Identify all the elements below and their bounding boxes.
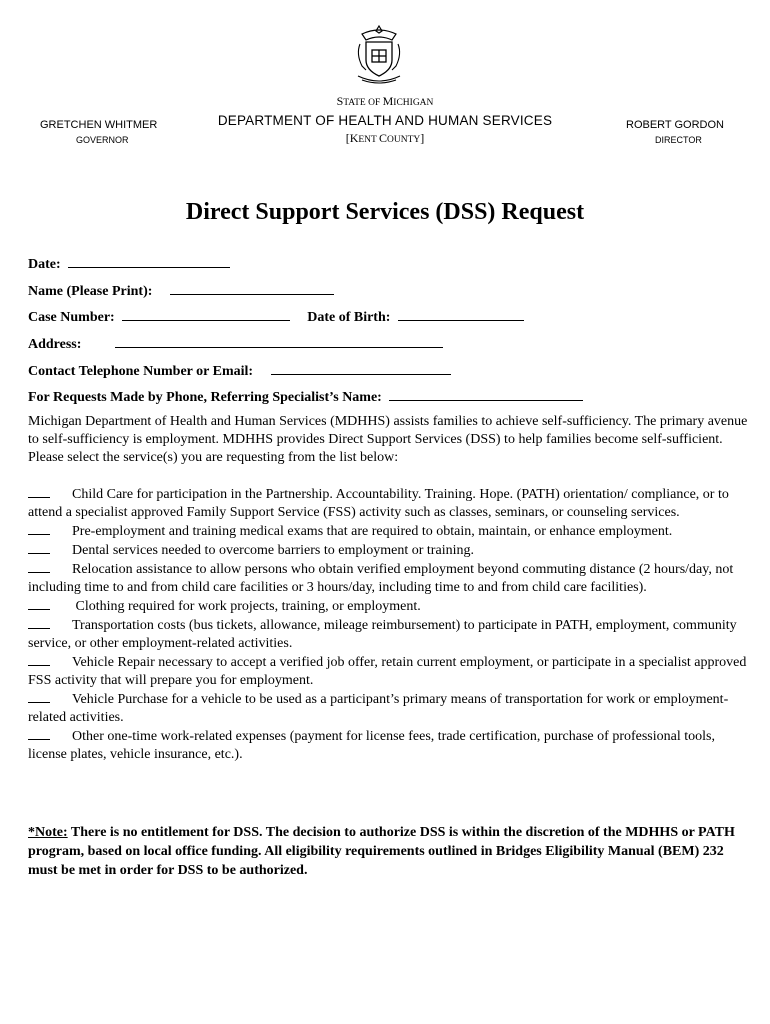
- phone-request-field: [28, 387, 583, 406]
- address-input-line[interactable]: [115, 334, 443, 348]
- seal-eagle: [362, 26, 396, 40]
- service-checkbox-line[interactable]: [28, 522, 50, 535]
- service-item-dental: [28, 541, 748, 560]
- state-name: STATE OF MICHIGAN: [336, 94, 434, 108]
- service-text: Other one-time work-related expenses (payment for license fees, trade certification, purchase of professional tools, license plates, vehicle insurance, etc.).: [28, 729, 715, 762]
- seal-shield: [366, 42, 392, 76]
- service-checkbox-line[interactable]: [28, 616, 50, 629]
- case-number-input-line[interactable]: [122, 307, 290, 321]
- form-title: Direct Support Services (DSS) Request: [185, 199, 585, 225]
- note-label: *Note:: [28, 825, 68, 840]
- service-item-child-care: [28, 485, 748, 522]
- director-title: DIRECTOR: [655, 135, 702, 145]
- service-item-medical-exams: [28, 522, 748, 541]
- service-item-vehicle-purchase: [28, 690, 748, 727]
- name-label: Name (Please Print):: [28, 284, 153, 299]
- service-checkbox-line[interactable]: [28, 541, 50, 554]
- date-input-line[interactable]: [68, 254, 230, 268]
- service-item-relocation: [28, 560, 748, 597]
- service-text: Transportation costs (bus tickets, allowance, mileage reimbursement) to participate in PATH, employment, community service, or other employment-related activities.: [28, 618, 737, 651]
- specialist-name-input-line[interactable]: [389, 387, 583, 401]
- service-item-clothing: [28, 597, 748, 616]
- contact-label: Contact Telephone Number or Email:: [28, 364, 254, 379]
- service-text: Vehicle Repair necessary to accept a verified job offer, retain current employment, or participate in a specialist approved FSS activity that will prepare you for employment.: [28, 655, 747, 688]
- service-text: Pre-employment and training medical exams that are required to obtain, maintain, or enhance employment.: [72, 524, 673, 539]
- service-checkbox-line[interactable]: [28, 560, 50, 573]
- service-checkbox-line[interactable]: [28, 485, 50, 498]
- michigan-seal-icon: [352, 22, 406, 86]
- governor-title: GOVERNOR: [76, 135, 129, 145]
- service-item-other-expenses: [28, 727, 748, 764]
- contact-input-line[interactable]: [271, 361, 451, 375]
- dob-label: Date of Birth:: [307, 310, 391, 325]
- phone-request-label: For Requests Made by Phone, Referring Specialist’s Name:: [28, 390, 382, 405]
- address-label: Address:: [28, 337, 82, 352]
- case-number-field: [28, 307, 524, 326]
- service-checkbox-line[interactable]: [28, 690, 50, 703]
- service-item-transportation: [28, 616, 748, 653]
- address-field: [28, 334, 443, 353]
- service-text: Child Care for participation in the Partnership. Accountability. Training. Hope. (PATH) orientation/ compliance, or to attend a specialist approved Family Support Service (FSS) activity such as classes, seminars, or counseling services.: [28, 487, 729, 520]
- service-checkbox-line[interactable]: [28, 727, 50, 740]
- entitlement-note: [28, 823, 748, 880]
- intro-paragraph: Michigan Department of Health and Human Services (MDHHS) assists families to achieve self-sufficiency. The primary avenue to self-sufficiency is employment. MDHHS provides Direct Support Services (DSS) to help families become self-sufficient. Please select the service(s) you are requesting from the list below:: [28, 414, 748, 465]
- note-text: There is no entitlement for DSS. The decision to authorize DSS is within the discretion of the MDHHS or PATH program, based on local office funding. All eligibility requirements outlined in Bridges Eligibility Manual (BEM) 232 must be met in order for DSS to be authorized.: [28, 825, 735, 878]
- date-label: Date:: [28, 257, 61, 272]
- dob-input-line[interactable]: [398, 307, 524, 321]
- department-name: DEPARTMENT OF HEALTH AND HUMAN SERVICES: [217, 113, 553, 128]
- governor-name: GRETCHEN WHITMER: [40, 119, 158, 131]
- service-checkbox-line[interactable]: [28, 653, 50, 666]
- county-name: [KENT COUNTY]: [345, 131, 425, 145]
- service-text: Vehicle Purchase for a vehicle to be used as a participant’s primary means of transportation for work or employment-related activities.: [28, 692, 729, 725]
- case-number-label: Case Number:: [28, 310, 115, 325]
- service-text: Relocation assistance to allow persons who obtain verified employment beyond commuting distance (2 hours/day, not including time to and from child care facilities or 3 hours/day, including time to and from child care facilities).: [28, 562, 734, 595]
- service-checkbox-line[interactable]: [28, 597, 50, 610]
- service-text: Dental services needed to overcome barriers to employment or training.: [72, 543, 474, 558]
- date-field: [28, 254, 230, 273]
- service-text: Clothing required for work projects, training, or employment.: [72, 599, 421, 614]
- services-list: [28, 485, 748, 764]
- name-input-line[interactable]: [170, 281, 334, 295]
- name-field: [28, 281, 334, 300]
- service-item-vehicle-repair: [28, 653, 748, 690]
- director-name: ROBERT GORDON: [626, 119, 724, 131]
- contact-field: [28, 361, 451, 380]
